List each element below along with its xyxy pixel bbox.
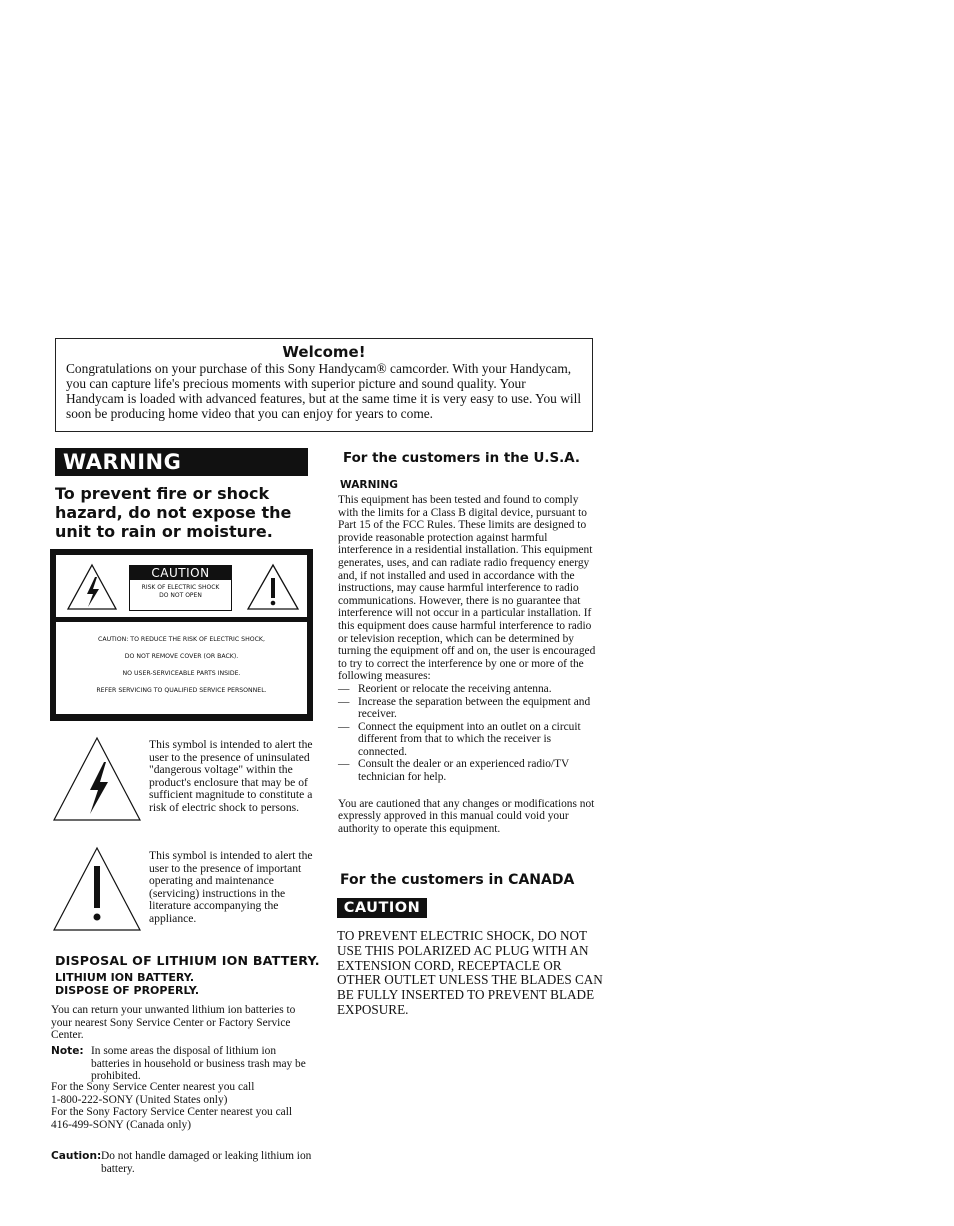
fcc-notice: [338, 494, 600, 835]
measure-text: Connect the equipment into an outlet on a circuit different from that to which the receiver is connected.: [358, 720, 581, 758]
fcc-caution-paragraph: You are cautioned that any changes or modifications not expressly approved in this manual could void your authority to operate this equipment.: [338, 797, 595, 835]
fcc-intro: This equipment has been tested and found to comply with the limits for a Class B digital device, pursuant to Part 15 of the FCC Rules. These limits are designed to provide reasonable protection against harmful interference in a residential installation. This equipment generates, uses, and can radiate radio frequency energy and, if not installed and used in accordance with the instructions, may cause harmful interference to radio communications. However, there is no guarantee that interference will not occur in a particular installation. If this equipment does cause harmful interference to radio or television reception, which can be determined by turning the equipment off and on, the user is encouraged to try to correct the interference by one or more of the following measures:: [338, 494, 596, 683]
caution-label-bottom: [56, 622, 307, 714]
measure-text: Consult the dealer or an experienced radio/TV technician for help.: [358, 758, 570, 784]
exclamation-warning-icon: [246, 563, 300, 611]
disposal-title: DISPOSAL OF LITHIUM ION BATTERY.: [55, 953, 320, 968]
caution-line-3: NO USER-SERVICEABLE PARTS INSIDE.: [122, 670, 241, 677]
service-line-1: For the Sony Service Center nearest you call: [51, 1081, 255, 1093]
lightning-warning-icon: [66, 563, 118, 611]
caution-label-box: [129, 565, 232, 611]
canada-caution-banner: CAUTION: [337, 898, 427, 918]
welcome-body: Congratulations on your purchase of this Sony Handycam® camcorder. With your Handycam, you can capture life's precious moments with superior picture and sound quality. Your Handycam is loaded with advanced features, but at the same time it is very easy to use. You will soon be producing home video that you can enjoy for years to come.: [66, 361, 582, 421]
service-center-info: [51, 1081, 313, 1131]
exclamation-symbol-icon: [52, 846, 142, 932]
caution-label-top: [56, 555, 307, 617]
note-label: Note:: [51, 1045, 84, 1057]
measure-dash: —: [338, 758, 350, 771]
canada-caution-text: TO PREVENT ELECTRIC SHOCK, DO NOT USE THIS POLARIZED AC PLUG WITH AN EXTENSION CORD, RECEPTACLE OR OTHER OUTLET UNLESS THE BLADES CAN BE FULLY INSERTED TO PREVENT BLADE EXPOSURE.: [337, 928, 603, 1017]
welcome-box: [55, 338, 593, 432]
lithium-battery-sub1: LITHIUM ION BATTERY.: [55, 971, 195, 984]
welcome-title: Welcome!: [282, 343, 366, 361]
factory-line-2: 416-499-SONY (Canada only): [51, 1118, 192, 1131]
lightning-symbol-icon: [52, 736, 142, 822]
factory-line-1: For the Sony Factory Service Center nearest you call: [51, 1106, 293, 1119]
measure-text: Increase the separation between the equipment and receiver.: [358, 695, 591, 721]
caution-text: Do not handle damaged or leaking lithium ion battery.: [101, 1150, 312, 1175]
measure-dash: —: [338, 682, 350, 695]
caution-line-2: DO NOT REMOVE COVER (OR BACK).: [124, 653, 239, 660]
measure-item: [338, 683, 600, 696]
measure-dash: —: [338, 695, 350, 708]
canada-heading: For the customers in CANADA: [340, 872, 575, 888]
risk-line-1: RISK OF ELECTRIC SHOCK: [141, 584, 220, 591]
caution-label-panel: [50, 549, 313, 721]
service-line-2: 1-800-222-SONY (United States only): [51, 1093, 228, 1106]
caution-line-4: REFER SERVICING TO QUALIFIED SERVICE PERSONNEL.: [96, 687, 267, 694]
warning-banner: WARNING: [55, 448, 308, 476]
measure-text: Reorient or relocate the receiving antenna.: [358, 682, 552, 695]
caution-label: Caution:: [51, 1150, 102, 1162]
lightning-symbol-text: This symbol is intended to alert the user to the presence of uninsulated "dangerous voltage" within the product's enclosure that may be of sufficient magnitude to constitute a risk of electric shock to persons.: [149, 738, 313, 814]
usa-heading: For the customers in the U.S.A.: [343, 451, 580, 466]
disposal-body: You can return your unwanted lithium ion batteries to your nearest Sony Service Center or Factory Service Center.: [51, 1004, 296, 1042]
measure-item: [338, 696, 600, 721]
measure-item: [338, 758, 600, 783]
disposal-caution: [51, 1150, 313, 1175]
note-text: In some areas the disposal of lithium ion batteries in household or business trash may be prohibited.: [91, 1045, 306, 1083]
measure-dash: —: [338, 720, 350, 733]
usa-warning-label: WARNING: [340, 479, 398, 491]
disposal-note: [51, 1045, 313, 1083]
risk-line-2: DO NOT OPEN: [159, 592, 202, 599]
lithium-battery-sub2: DISPOSE OF PROPERLY.: [55, 984, 200, 997]
lithium-battery-heading: [55, 971, 199, 997]
measure-item: [338, 721, 600, 759]
caution-label-head: CAUTION: [130, 566, 231, 580]
exclamation-symbol-text: This symbol is intended to alert the user to the presence of important operating and maintenance (servicing) instructions in the literature accompanying the appliance.: [149, 849, 313, 925]
fire-shock-warning: To prevent fire or shock hazard, do not expose the unit to rain or moisture.: [55, 484, 292, 541]
caution-line-1: CAUTION: TO REDUCE THE RISK OF ELECTRIC SHOCK,: [98, 636, 265, 643]
